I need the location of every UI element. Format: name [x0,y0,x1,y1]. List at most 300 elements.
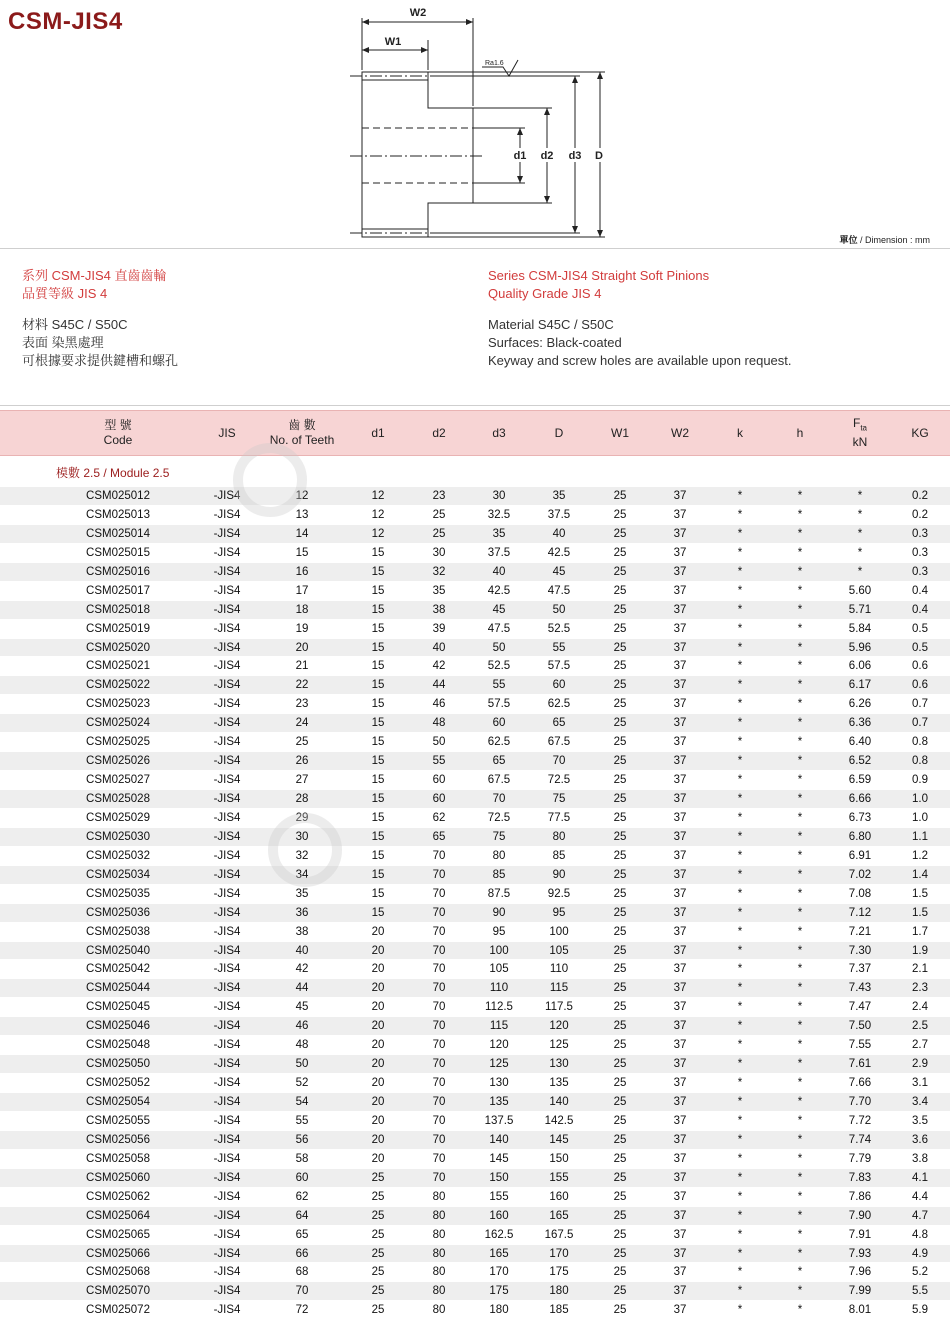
cell-kg: 5.9 [912,1304,928,1317]
cell-d3: 105 [489,963,509,976]
table-row [0,657,950,676]
cell-teeth: 36 [295,906,309,919]
cell-h: * [797,830,803,843]
section-module-label: 模數 2.5 / Module 2.5 [56,466,170,480]
cell-teeth: 72 [295,1304,309,1317]
cell-k: * [737,887,743,900]
cell-d1: 15 [371,679,385,692]
cell-D: 47.5 [547,584,571,597]
table-row [0,809,950,828]
cell-w1: 25 [613,1058,627,1071]
cell-w2: 37 [673,906,687,919]
cell-h: * [797,1001,803,1014]
cell-jis: -JIS4 [213,1096,241,1108]
cell-code: CSM025065 [86,1228,150,1241]
cell-k: * [737,1285,743,1298]
cell-jis: -JIS4 [213,546,241,559]
cell-d1: 20 [371,982,385,995]
cell-code: CSM025012 [86,490,150,502]
cell-d2: 70 [432,1077,446,1090]
cell-D: 92.5 [547,887,571,900]
cell-w2: 37 [673,603,687,616]
cell-w2: 37 [673,1209,687,1222]
cell-fta: 7.91 [848,1228,872,1241]
cell-d2: 60 [432,793,446,805]
cell-fta: * [857,508,863,521]
cell-teeth: 66 [295,1247,309,1260]
cell-d3: 47.5 [487,622,511,635]
cell-w1: 25 [613,811,627,824]
cell-kg: 3.4 [912,1096,928,1108]
table-row [0,1055,950,1074]
cell-h: * [797,660,803,673]
cell-w1: 25 [613,1285,627,1298]
cell-code: CSM025035 [86,887,150,900]
cell-code: CSM025056 [86,1133,150,1146]
cell-w2: 37 [673,1285,687,1298]
cell-k: * [737,1228,743,1241]
cell-teeth: 70 [295,1285,309,1298]
cell-fta: 7.08 [848,887,872,900]
cell-code: CSM025015 [86,546,150,559]
cell-d2: 50 [432,736,446,749]
cell-jis: -JIS4 [213,963,241,976]
cell-kg: 5.5 [912,1285,928,1298]
cell-d3: 120 [489,1039,509,1052]
cell-d3: 60 [492,717,506,730]
roughness-label: Ra1.6 [485,60,504,67]
cell-w2: 37 [673,1152,687,1165]
cell-D: 50 [552,603,566,616]
cell-code: CSM025040 [86,944,150,957]
cell-D: 60 [552,679,566,692]
cell-d3: 90 [492,906,506,919]
cell-D: 142.5 [544,1114,574,1127]
cell-teeth: 40 [295,944,309,957]
table-row [0,695,950,714]
cell-fta: 6.52 [848,755,872,768]
cell-d1: 20 [371,1152,385,1165]
cell-w1: 25 [613,1152,627,1165]
cell-d1: 15 [371,868,385,881]
cell-w2: 37 [673,1266,687,1279]
cell-jis: -JIS4 [213,1171,241,1184]
cell-h: * [797,1020,803,1033]
cell-fta: 6.40 [848,736,872,749]
cell-d1: 20 [371,1058,385,1071]
cell-k: * [737,849,743,862]
cell-d3: 30 [492,490,506,502]
cell-D: 110 [549,963,569,976]
cell-h: * [797,1228,803,1241]
cell-w2: 37 [673,1228,687,1241]
cell-w1: 25 [613,755,627,768]
th-h: h [796,425,804,440]
th-fta-unit: kN [852,435,868,450]
cell-d1: 25 [371,1266,385,1279]
cell-fta: 6.66 [848,793,872,805]
cell-w1: 25 [613,717,627,730]
cell-teeth: 32 [295,849,309,862]
w2-label: W2 [409,7,427,19]
cell-kg: 2.7 [912,1039,928,1052]
cell-w1: 25 [613,793,627,805]
surface-zh: 表面 染黑處理 [22,335,104,350]
cell-d2: 70 [432,868,446,881]
cell-jis: -JIS4 [213,1209,241,1222]
cell-h: * [797,736,803,749]
cell-D: 165 [549,1209,569,1222]
cell-code: CSM025038 [86,925,150,938]
cell-jis: -JIS4 [213,887,241,900]
cell-w1: 25 [613,1039,627,1052]
cell-D: 95 [552,906,566,919]
cell-k: * [737,1304,743,1317]
cell-w1: 25 [613,565,627,578]
cell-k: * [737,527,743,540]
cell-code: CSM025029 [86,811,150,824]
cell-fta: 6.17 [848,679,872,692]
cell-teeth: 15 [295,546,309,559]
cell-jis: -JIS4 [213,925,241,938]
cell-teeth: 62 [295,1190,309,1203]
cell-d2: 70 [432,982,446,995]
cell-teeth: 64 [295,1209,309,1222]
cell-fta: 6.73 [848,811,872,824]
cell-code: CSM025025 [86,736,150,749]
cell-teeth: 20 [295,641,309,654]
cell-jis: -JIS4 [213,774,241,787]
cell-fta: 6.91 [848,849,872,862]
cell-teeth: 21 [295,660,309,673]
cell-kg: 2.5 [912,1020,928,1033]
cell-teeth: 26 [295,755,309,768]
cell-kg: 3.8 [912,1152,928,1165]
cell-jis: -JIS4 [213,1077,241,1090]
cell-w1: 25 [613,1171,627,1184]
table-row [0,487,950,506]
table-row [0,1112,950,1131]
cell-w2: 37 [673,660,687,673]
material-en: Material S45C / S50C [488,317,614,332]
table-row [0,1074,950,1093]
cell-h: * [797,1247,803,1260]
cell-fta: 7.93 [848,1247,872,1260]
cell-teeth: 14 [295,527,309,540]
cell-d3: 70 [492,793,506,805]
cell-d2: 42 [432,660,446,673]
table-row [0,639,950,658]
cell-teeth: 12 [295,490,309,502]
cell-h: * [797,1285,803,1298]
cell-d3: 32.5 [487,508,511,521]
cell-w2: 37 [673,1190,687,1203]
cell-d3: 130 [489,1077,509,1090]
cell-fta: 7.50 [848,1020,872,1033]
cell-h: * [797,793,803,805]
cell-k: * [737,1133,743,1146]
cell-w2: 37 [673,1114,687,1127]
table-header [0,410,950,456]
cell-kg: 0.4 [912,603,928,616]
cell-d3: 140 [489,1133,509,1146]
cell-fta: 7.83 [848,1171,872,1184]
cell-h: * [797,1114,803,1127]
cell-code: CSM025016 [86,565,150,578]
cell-w2: 37 [673,925,687,938]
cell-h: * [797,944,803,957]
cell-d1: 15 [371,755,385,768]
th-w1: W1 [611,425,629,440]
cell-teeth: 46 [295,1020,309,1033]
cell-jis: -JIS4 [213,565,241,578]
cell-h: * [797,1039,803,1052]
cell-w1: 25 [613,1096,627,1108]
cell-d1: 25 [371,1228,385,1241]
cell-w1: 25 [613,508,627,521]
cell-d1: 25 [371,1285,385,1298]
cell-code: CSM025066 [86,1247,150,1260]
cell-d1: 20 [371,1096,385,1108]
cell-D: 170 [549,1247,569,1260]
cell-d2: 70 [432,1096,446,1108]
cell-fta: 5.96 [848,641,872,654]
cell-w2: 37 [673,1001,687,1014]
th-code-en: Code [103,433,133,447]
table-row [0,506,950,525]
cell-fta: 7.70 [848,1096,872,1108]
cell-fta: 7.90 [848,1209,872,1222]
cell-teeth: 25 [295,736,309,749]
cell-d1: 20 [371,1001,385,1014]
cell-w2: 37 [673,963,687,976]
cell-d2: 80 [432,1228,446,1241]
cell-d1: 12 [371,490,385,502]
cell-k: * [737,584,743,597]
cell-d1: 15 [371,717,385,730]
table-row [0,1131,950,1150]
cell-jis: -JIS4 [213,1247,241,1260]
th-code [104,411,133,455]
pinion-outline [362,72,473,237]
cell-d3: 87.5 [487,887,511,900]
cell-h: * [797,1171,803,1184]
cell-fta: 7.43 [848,982,872,995]
cell-jis: -JIS4 [213,811,241,824]
cell-kg: 0.8 [912,736,928,749]
cell-d1: 15 [371,603,385,616]
cell-w2: 37 [673,1171,687,1184]
cell-fta: 6.36 [848,717,872,730]
cell-kg: 4.9 [912,1247,928,1260]
cell-code: CSM025045 [86,1001,150,1014]
cell-fta: 7.72 [848,1114,872,1127]
cell-code: CSM025034 [86,868,150,881]
cell-kg: 0.9 [912,774,928,787]
cell-jis: -JIS4 [213,1304,241,1317]
cell-d3: 57.5 [487,698,511,711]
info-en [488,267,792,370]
cell-d3: 35 [492,527,506,540]
cell-w2: 37 [673,527,687,540]
cell-teeth: 50 [295,1058,309,1071]
cell-d1: 25 [371,1247,385,1260]
table-row [0,525,950,544]
cell-d1: 20 [371,925,385,938]
table-row [0,1150,950,1169]
cell-h: * [797,622,803,635]
cell-jis: -JIS4 [213,868,241,881]
cell-h: * [797,1190,803,1203]
cell-fta: 6.06 [848,660,872,673]
cell-d2: 62 [432,811,446,824]
cell-jis: -JIS4 [213,830,241,843]
th-teeth [270,411,335,455]
cell-h: * [797,811,803,824]
cell-k: * [737,1058,743,1071]
cell-kg: 5.2 [912,1266,928,1279]
cell-d2: 70 [432,1020,446,1033]
cell-kg: 0.3 [912,565,928,578]
cell-kg: 1.5 [912,906,928,919]
cell-w1: 25 [613,1133,627,1146]
cell-d2: 70 [432,925,446,938]
cell-kg: 2.3 [912,982,928,995]
cell-h: * [797,527,803,540]
cell-jis: -JIS4 [213,793,241,805]
cell-kg: 1.0 [912,811,928,824]
cell-D: 55 [552,641,566,654]
keyway-en: Keyway and screw holes are available upon request. [488,353,792,368]
cell-k: * [737,1077,743,1090]
cell-k: * [737,1152,743,1165]
cell-jis: -JIS4 [213,679,241,692]
cell-d2: 70 [432,1133,446,1146]
cell-kg: 0.4 [912,584,928,597]
cell-d3: 135 [489,1096,509,1108]
cell-code: CSM025014 [86,527,150,540]
cell-code: CSM025046 [86,1020,150,1033]
cell-d2: 35 [432,584,446,597]
table-row [0,1169,950,1188]
grade-zh: 品質等級 JIS 4 [22,286,108,301]
cell-jis: -JIS4 [213,527,241,540]
cell-w1: 25 [613,584,627,597]
cell-w2: 37 [673,887,687,900]
cell-w2: 37 [673,1058,687,1071]
cell-d2: 32 [432,565,446,578]
cell-kg: 4.7 [912,1209,928,1222]
cell-fta: * [857,546,863,559]
cell-d2: 70 [432,1152,446,1165]
cell-d1: 25 [371,1304,385,1317]
cell-k: * [737,1001,743,1014]
cell-D: 80 [552,830,566,843]
cell-d2: 39 [432,622,446,635]
cell-w2: 37 [673,868,687,881]
th-d2: d2 [432,425,446,440]
cell-teeth: 35 [295,887,309,900]
cell-d1: 15 [371,736,385,749]
cell-kg: 3.5 [912,1114,928,1127]
cell-jis: -JIS4 [213,641,241,654]
cell-kg: 4.1 [912,1171,928,1184]
th-d1: d1 [371,425,385,440]
surface-en: Surfaces: Black-coated [488,335,622,350]
cell-D: 75 [552,793,566,805]
cell-teeth: 27 [295,774,309,787]
cell-w1: 25 [613,963,627,976]
cell-k: * [737,603,743,616]
cell-D: 167.5 [544,1228,574,1241]
cell-w2: 37 [673,811,687,824]
cell-k: * [737,717,743,730]
cell-D: 185 [549,1304,569,1317]
cell-d2: 70 [432,906,446,919]
th-code-zh: 型 號 [104,418,132,432]
th-kg: KG [911,425,929,440]
cell-k: * [737,1020,743,1033]
cell-w2: 37 [673,982,687,995]
cell-code: CSM025072 [86,1304,150,1317]
cell-kg: 1.0 [912,793,928,805]
cell-w1: 25 [613,622,627,635]
cell-fta: 5.71 [848,603,872,616]
table-row [0,904,950,923]
cell-d1: 12 [371,527,385,540]
cell-fta: 7.99 [848,1285,872,1298]
cell-h: * [797,1266,803,1279]
cell-w1: 25 [613,925,627,938]
cell-teeth: 17 [295,584,309,597]
cell-teeth: 24 [295,717,309,730]
cell-jis: -JIS4 [213,849,241,862]
cell-teeth: 44 [295,982,309,995]
cell-d2: 25 [432,508,446,521]
cell-k: * [737,1247,743,1260]
d1-label: d1 [513,150,527,162]
cell-kg: 4.4 [912,1190,928,1203]
cell-kg: 2.9 [912,1058,928,1071]
cell-k: * [737,868,743,881]
cell-d3: 160 [489,1209,509,1222]
cell-k: * [737,736,743,749]
cell-d2: 70 [432,849,446,862]
cell-teeth: 22 [295,679,309,692]
cell-d1: 15 [371,774,385,787]
table-row [0,828,950,847]
cell-d2: 38 [432,603,446,616]
cell-kg: 1.5 [912,887,928,900]
cell-teeth: 42 [295,963,309,976]
cell-k: * [737,793,743,805]
cell-D: 52.5 [547,622,571,635]
cell-k: * [737,1039,743,1052]
cell-h: * [797,698,803,711]
info-zh [22,267,178,370]
cell-D: 115 [549,982,569,995]
cell-k: * [737,944,743,957]
cell-w2: 37 [673,622,687,635]
cell-d2: 44 [432,679,446,692]
cell-w2: 37 [673,1039,687,1052]
cell-h: * [797,1077,803,1090]
table-row [0,1245,950,1264]
cell-d2: 80 [432,1209,446,1222]
cell-D: 100 [549,925,569,938]
cell-fta: * [857,490,863,502]
table-row [0,733,950,752]
